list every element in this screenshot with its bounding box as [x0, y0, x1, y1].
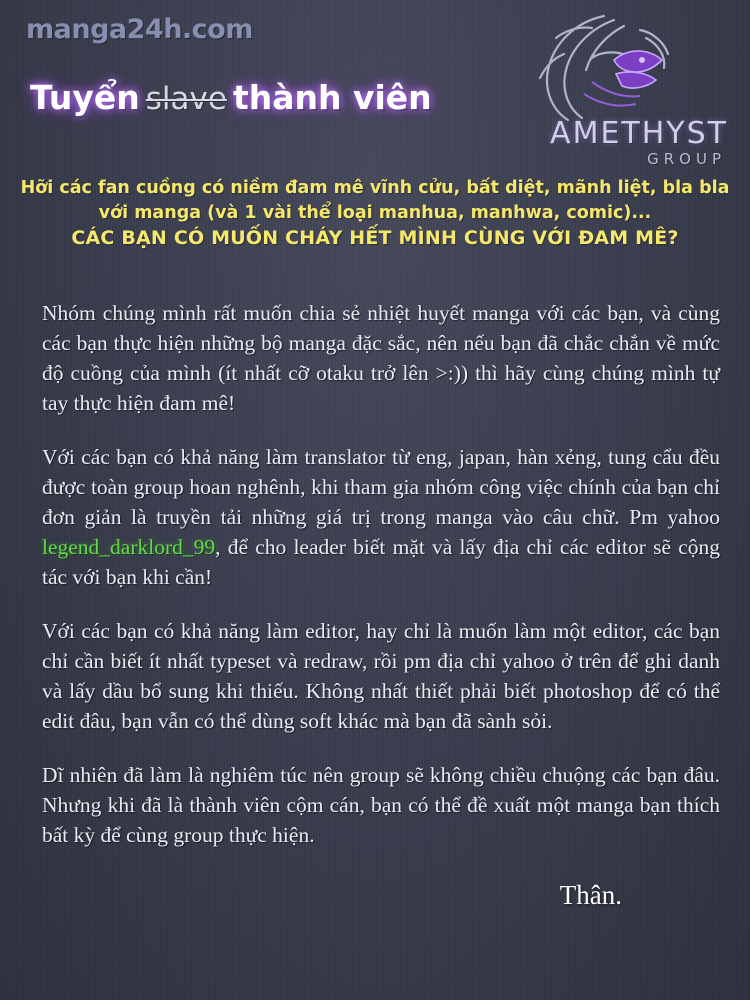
intro-line-2: với manga (và 1 vài thể loại manhua, manhwa, comic)...	[98, 203, 652, 223]
headline-struck-word: slave	[145, 81, 227, 117]
intro-line-1: Hỡi các fan cuồng có niềm đam mê vĩnh cửu, bất diệt, mãnh liệt, bla bla	[20, 178, 730, 198]
paragraph-3: Với các bạn có khả năng làm editor, hay chỉ là muốn làm một editor, các bạn chỉ cần biết ít nhất typeset và redraw, rồi pm địa chỉ yahoo ở trên để ghi danh và lấy dầu bổ sung khi thiếu. Không nhất thiết phải biết photoshop để có thể edit đâu, bạn vẫn có thể dùng soft khác mà bạn đã sành sỏi.	[42, 619, 720, 733]
site-watermark: manga24h.com	[26, 14, 253, 45]
signature: Thân.	[559, 880, 622, 910]
paragraph-2	[42, 442, 720, 592]
intro-block	[0, 176, 750, 251]
paragraph-4: Dĩ nhiên đã làm là nghiêm túc nên group sẽ không chiều chuộng các bạn đâu. Nhưng khi đã là thành viên cộm cán, bạn có thể đề xuất một manga bạn thích bất kỳ để cùng group thực hiện.	[42, 763, 720, 847]
yahoo-id: legend_darklord_99	[42, 535, 216, 559]
page-title	[30, 78, 432, 117]
group-logo	[464, 8, 734, 168]
dragon-icon	[496, 8, 686, 128]
headline-part2: thành viên	[232, 78, 432, 117]
intro-line-3: CÁC BẠN CÓ MUỐN CHÁY HẾT MÌNH CÙNG VỚI ĐAM MÊ?	[71, 227, 679, 249]
body-text	[42, 298, 720, 850]
headline-part1: Tuyển	[30, 78, 140, 117]
paragraph-2-after: , để cho leader biết mặt và lấy địa chỉ các editor sẽ cộng tác với bạn khi cần!	[42, 535, 720, 589]
paragraph-2-before: Với các bạn có khả năng làm translator từ eng, japan, hàn xẻng, tung cẩu đều được toàn group hoan nghênh, khi tham gia nhóm công việc chính của bạn chỉ đơn giản là truyền tải những giá trị trong manga vào câu chữ. Pm yahoo	[42, 445, 720, 529]
logo-subtitle: GROUP	[647, 150, 726, 168]
paragraph-1: Nhóm chúng mình rất muốn chia sẻ nhiệt huyết manga với các bạn, và cùng các bạn thực hiện những bộ manga đặc sắc, nên nếu bạn đã chắc chắn về mức độ cuồng của mình (ít nhất cỡ otaku trở lên >:)) thì hãy cùng chúng mình tự tay thực hiện đam mê!	[42, 301, 720, 415]
logo-name: AMETHYST	[550, 116, 728, 151]
